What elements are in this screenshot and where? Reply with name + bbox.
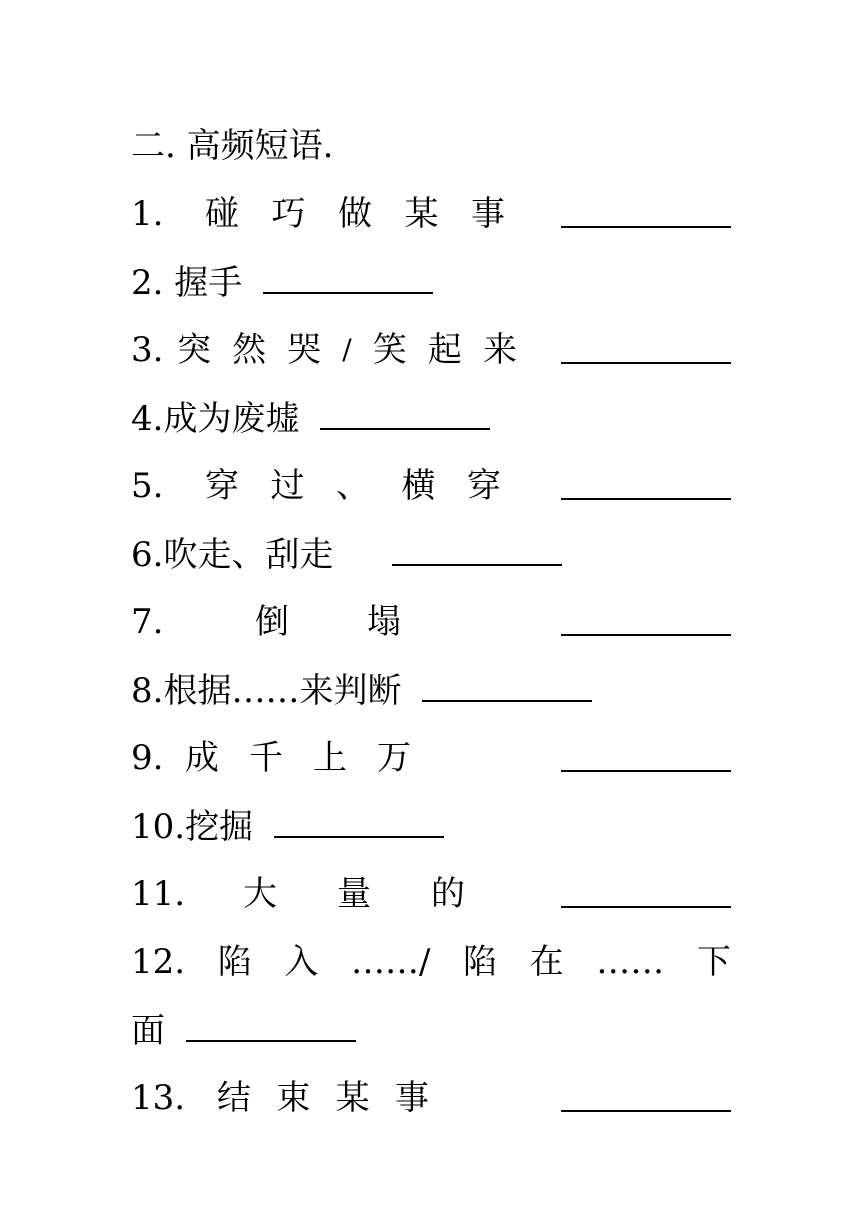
phrase-char: 在 [529, 942, 564, 982]
phrase-char: 穿 [205, 466, 239, 506]
phrase-char: 巧 [271, 194, 306, 234]
answer-blank[interactable] [561, 316, 731, 364]
answer-blank[interactable] [320, 384, 490, 430]
phrase-item-9 [131, 724, 731, 792]
phrase-char: 某 [404, 194, 439, 234]
phrase-char: 陷 [217, 942, 252, 982]
phrase-text: 握手 [174, 263, 243, 303]
item-number: 6. [131, 535, 164, 575]
worksheet-page [131, 112, 731, 1132]
item-number: 10. [131, 807, 186, 847]
phrase-char: 事 [471, 194, 505, 234]
phrase-char: 、 [336, 466, 370, 506]
phrase-char: 上 [313, 738, 347, 778]
phrase-item-13 [131, 1064, 731, 1132]
answer-blank[interactable] [561, 724, 731, 772]
phrase-item-2 [131, 248, 731, 316]
phrase-char: 下 [696, 942, 731, 982]
phrase-char: 哭 [287, 330, 322, 370]
phrase-char: 起 [427, 330, 462, 370]
phrase-char: 束 [276, 1078, 311, 1118]
phrase-item-3 [131, 316, 731, 384]
phrase-char: 结 [217, 1078, 251, 1118]
item-number: 13. [131, 1078, 186, 1118]
phrase-char: 然 [232, 330, 267, 370]
item-number: 7. [131, 602, 164, 642]
answer-blank[interactable] [561, 860, 731, 908]
answer-blank[interactable] [274, 792, 444, 838]
phrase-item-6 [131, 520, 731, 588]
item-number: 1. [131, 194, 164, 234]
answer-blank[interactable] [561, 452, 731, 500]
answer-blank[interactable] [263, 248, 433, 294]
phrase-char: 万 [377, 738, 411, 778]
phrase-text: 吹走、刮走 [163, 535, 334, 575]
phrase-char: 横 [401, 466, 436, 506]
phrase-text [205, 452, 501, 520]
answer-blank[interactable] [422, 656, 592, 702]
item-number: 3. [131, 330, 164, 370]
phrase-item-4 [131, 384, 731, 452]
phrase-char: 来 [483, 330, 517, 370]
phrase-item-8 [131, 656, 731, 724]
phrase-char: 的 [431, 874, 465, 914]
phrase-text [185, 724, 411, 792]
phrase-text: 面 [131, 1011, 165, 1051]
section-title: 二. 高频短语. [131, 126, 334, 166]
answer-blank[interactable] [392, 520, 562, 566]
phrase-text [205, 180, 505, 248]
phrase-char: 量 [337, 874, 371, 914]
answer-blank[interactable] [561, 1064, 731, 1112]
phrase-text [243, 860, 465, 928]
phrase-item-11 [131, 860, 731, 928]
item-number: 9. [131, 738, 164, 778]
phrase-char: 塌 [367, 602, 401, 642]
phrase-item-1 [131, 180, 731, 248]
phrase-text [217, 1064, 429, 1132]
phrase-item-7 [131, 588, 731, 656]
phrase-char: 穿 [467, 466, 501, 506]
phrase-text [255, 588, 401, 656]
item-number: 2. [131, 263, 164, 303]
phrase-char: 笑 [372, 330, 407, 370]
phrase-item-12-continuation [131, 996, 731, 1064]
phrase-char: 成 [185, 738, 219, 778]
phrase-char: 倒 [255, 602, 289, 642]
phrase-char: ……/ [350, 942, 431, 982]
phrase-item-10 [131, 792, 731, 860]
phrase-char: 过 [270, 466, 305, 506]
phrase-item-12 [131, 928, 731, 996]
phrase-char: 某 [335, 1078, 370, 1118]
phrase-char: …… [596, 942, 665, 982]
phrase-text: 挖掘 [185, 807, 254, 847]
phrase-char: 大 [243, 874, 277, 914]
phrase-text [131, 928, 731, 996]
item-number: 4. [131, 399, 164, 439]
phrase-item-5 [131, 452, 731, 520]
item-number: 12. [131, 942, 186, 982]
answer-blank[interactable] [561, 588, 731, 636]
item-number: 11. [131, 874, 186, 914]
phrase-char: 做 [338, 194, 372, 234]
phrase-text: 根据……来判断 [163, 671, 402, 711]
phrase-text: 成为废墟 [163, 399, 300, 439]
phrase-char: 入 [284, 942, 319, 982]
answer-blank[interactable] [186, 996, 356, 1042]
answer-blank[interactable] [561, 180, 731, 228]
phrase-char: 事 [394, 1078, 429, 1118]
phrase-char: 千 [249, 738, 283, 778]
phrase-char: / [342, 333, 352, 366]
item-number: 5. [131, 466, 164, 506]
phrase-char: 突 [177, 330, 211, 370]
phrase-char: 陷 [463, 942, 498, 982]
phrase-text [177, 316, 517, 384]
phrase-char: 碰 [205, 194, 239, 234]
item-number: 8. [131, 671, 164, 711]
